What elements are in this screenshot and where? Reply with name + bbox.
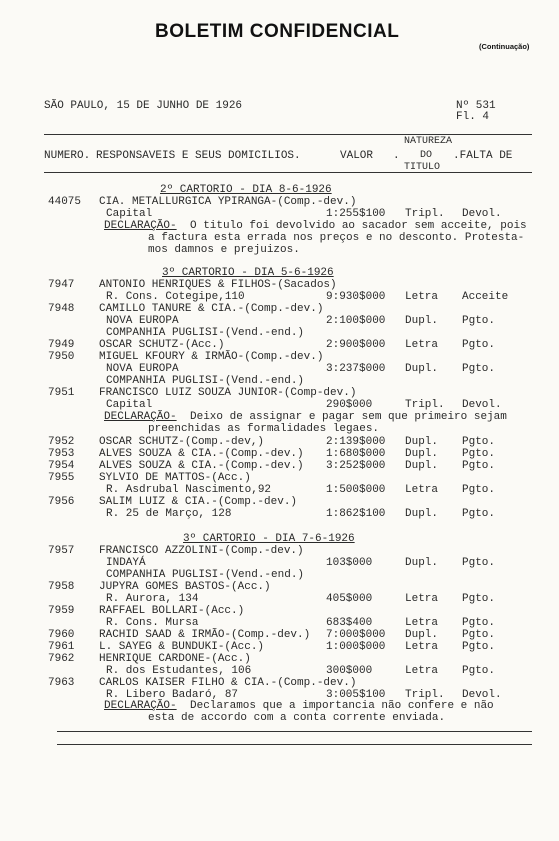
entry-reason: Devol. [462, 399, 502, 411]
entry-kind: Dupl. [405, 557, 439, 569]
entry-kind: Dupl. [405, 436, 439, 448]
entry-name: INDAYÁ [106, 557, 146, 569]
entry-kind: Tripl. [405, 208, 445, 220]
entry-value: 7:000$000 [326, 629, 386, 641]
section-heading: 3º CARTORIO - DIA 7-6-1926 [183, 533, 355, 545]
entry-value: 2:900$000 [326, 339, 386, 351]
entry-name: ALVES SOUZA & CIA.-(Comp.-dev.) [99, 460, 304, 472]
entry-number: 7954 [48, 460, 75, 472]
entry-number: 7955 [48, 472, 75, 484]
entry-number: 7950 [48, 351, 75, 363]
col-valor: VALOR [340, 150, 374, 162]
entry-reason: Pgto. [462, 484, 496, 496]
entry-kind: Letra [405, 291, 439, 303]
entry-value: 9:930$000 [326, 291, 386, 303]
entry-kind: Letra [405, 665, 439, 677]
header-rule-top [44, 134, 532, 135]
entry-kind: Dupl. [405, 448, 439, 460]
entry-name: HENRIQUE CARDONE-(Acc.) [99, 653, 251, 665]
entry-kind: Dupl. [405, 508, 439, 520]
continuation-label: (Continuação) [479, 42, 530, 51]
entry-value: 3:252$000 [326, 460, 386, 472]
entry-number: 7959 [48, 605, 75, 617]
entry-kind: Dupl. [405, 629, 439, 641]
entry-name: R. Libero Badaró, 87 [106, 689, 239, 701]
declaration-line: preenchidas as formalidades legaes. [148, 423, 380, 435]
header-rule-bottom [44, 172, 532, 173]
entry-number: 7952 [48, 436, 75, 448]
entry-number: 7960 [48, 629, 75, 641]
entry-value: 300$000 [326, 665, 373, 677]
entry-kind: Letra [405, 593, 439, 605]
entry-number: 7948 [48, 303, 75, 315]
entry-reason: Pgto. [462, 436, 496, 448]
entry-number: 7957 [48, 545, 75, 557]
entry-kind: Tripl. [405, 689, 445, 701]
entry-name: CIA. METALLURGICA YPIRANGA-(Comp.-dev.) [99, 196, 357, 208]
entry-number: 7956 [48, 496, 75, 508]
entry-value: 290$000 [326, 399, 373, 411]
entry-value: 2:100$000 [326, 315, 386, 327]
entry-name: ALVES SOUZA & CIA.-(Comp.-dev.) [99, 448, 304, 460]
entry-value: 3:005$100 [326, 689, 386, 701]
entry-number: 7962 [48, 653, 75, 665]
entry-kind: Letra [405, 339, 439, 351]
col-natureza-2: DO [420, 150, 433, 161]
entry-name: OSCAR SCHUTZ-(Comp.-dev,) [99, 436, 265, 448]
entry-reason: Devol. [462, 208, 502, 220]
entry-reason: Pgto. [462, 363, 496, 375]
section-heading: 3º CARTORIO - DIA 5-6-1926 [162, 267, 334, 279]
entry-number: 7963 [48, 677, 75, 689]
entry-number: 7958 [48, 581, 75, 593]
entry-number: 7961 [48, 641, 75, 653]
entry-name: FRANCISCO AZZOLINI-(Comp.-dev.) [99, 545, 304, 557]
entry-name: COMPANHIA PUGLISI-(Vend.-end.) [106, 569, 305, 581]
entry-kind: Dupl. [405, 460, 439, 472]
entry-name: FRANCISCO LUIZ SOUZA JUNIOR-(Comp-dev.) [99, 387, 357, 399]
entry-number: 7947 [48, 279, 75, 291]
entry-name: NOVA EUROPA [106, 363, 179, 375]
entry-reason: Devol. [462, 689, 502, 701]
entry-value: 1:000$000 [326, 641, 386, 653]
declaration-line: mos damnos e prejuizos. [148, 244, 300, 256]
entry-reason: Pgto. [462, 460, 496, 472]
entry-name: R. dos Estudantes, 106 [106, 665, 252, 677]
entry-kind: Tripl. [405, 399, 445, 411]
entry-name: L. SAYEG & BUNDUKI-(Acc.) [99, 641, 265, 653]
page-title: BOLETIM CONFIDENCIAL [155, 21, 400, 42]
entry-name: R. 25 de Março, 128 [106, 508, 232, 520]
entry-name: COMPANHIA PUGLISI-(Vend.-end.) [106, 327, 305, 339]
entry-kind: Letra [405, 641, 439, 653]
entry-name: R. Asdrubal Nascimento,92 [106, 484, 272, 496]
col-natureza-dot: . [393, 150, 400, 162]
entry-name: Capital [106, 208, 153, 220]
entry-name: Capital [106, 399, 153, 411]
entry-reason: Pgto. [462, 617, 496, 629]
declaration-line: O titulo foi devolvido ao sacador sem acceite, pois [190, 220, 527, 232]
entry-name: NOVA EUROPA [106, 315, 179, 327]
col-responsaveis: RESPONSAVEIS E SEUS DOMICILIOS. [96, 150, 301, 162]
declaration-label: DECLARAÇÃO- [104, 411, 177, 423]
entry-name: JUPYRA GOMES BASTOS-(Acc.) [99, 581, 271, 593]
col-natureza-1: NATUREZA [404, 136, 453, 147]
entry-number: 7953 [48, 448, 75, 460]
entry-reason: Pgto. [462, 315, 496, 327]
entry-number: 7951 [48, 387, 75, 399]
entry-reason: Pgto. [462, 508, 496, 520]
entry-reason: Acceite [462, 291, 509, 303]
place-date: SÃO PAULO, 15 DE JUNHO DE 1926 [44, 100, 243, 112]
entry-value: 405$000 [326, 593, 373, 605]
entry-kind: Dupl. [405, 363, 439, 375]
entry-reason: Pgto. [462, 665, 496, 677]
declaration-line: esta de accordo com a conta corrente enviada. [148, 712, 446, 724]
declaration-label: DECLARAÇÃO- [104, 700, 177, 712]
footer-rule-bottom [57, 744, 532, 745]
entry-name: OSCAR SCHUTZ-(Acc.) [99, 339, 225, 351]
entry-value: 1:500$000 [326, 484, 386, 496]
section-heading: 2º CARTORIO - DIA 8-6-1926 [160, 184, 332, 196]
col-falta: .FALTA DE [453, 150, 513, 162]
entry-name: R. Aurora, 134 [106, 593, 199, 605]
entry-name: SALIM LUIZ & CIA.-(Comp.-dev.) [99, 496, 298, 508]
declaration-label: DECLARAÇÃO- [104, 220, 177, 232]
entry-reason: Pgto. [462, 557, 496, 569]
entry-name: R. Cons. Cotegipe,110 [106, 291, 245, 303]
entry-name: R. Cons. Mursa [106, 617, 199, 629]
footer-rule-top [57, 731, 532, 732]
entry-name: MIGUEL KFOURY & IRMÃO-(Comp.-dev.) [99, 351, 324, 363]
declaration-line: a factura esta errada nos preços e no desconto. Protesta- [148, 232, 525, 244]
entry-reason: Pgto. [462, 641, 496, 653]
entry-reason: Pgto. [462, 339, 496, 351]
col-natureza-3: TITULO [404, 162, 441, 173]
entry-kind: Letra [405, 617, 439, 629]
entry-reason: Pgto. [462, 629, 496, 641]
entry-kind: Dupl. [405, 315, 439, 327]
entry-value: 103$000 [326, 557, 373, 569]
entry-number: 44075 [48, 196, 82, 208]
entry-value: 3:237$000 [326, 363, 386, 375]
col-numero: NUMERO. [44, 150, 91, 162]
entry-reason: Pgto. [462, 593, 496, 605]
entry-name: SYLVIO DE MATTOS-(Acc.) [99, 472, 251, 484]
entry-name: RAFFAEL BOLLARI-(Acc.) [99, 605, 245, 617]
bulletin-number: Nº 531 [456, 100, 496, 112]
entry-value: 1:255$100 [326, 208, 386, 220]
entry-value: 1:680$000 [326, 448, 386, 460]
entry-name: CARLOS KAISER FILHO & CIA.-(Comp.-dev.) [99, 677, 357, 689]
entry-value: 683$400 [326, 617, 373, 629]
entry-value: 2:139$000 [326, 436, 386, 448]
entry-kind: Letra [405, 484, 439, 496]
entry-name: COMPANHIA PUGLISI-(Vend.-end.) [106, 375, 305, 387]
entry-name: ANTONIO HENRIQUES & FILHOS-(Sacados) [99, 279, 337, 291]
entry-name: RACHID SAAD & IRMÃO-(Comp.-dev.) [99, 629, 311, 641]
entry-reason: Pgto. [462, 448, 496, 460]
entry-name: CAMILLO TANURE & CIA.-(Comp.-dev.) [99, 303, 324, 315]
entry-value: 1:862$100 [326, 508, 386, 520]
entry-number: 7949 [48, 339, 75, 351]
declaration-line: Deixo de assignar e pagar sem que primeiro sejam [190, 411, 507, 423]
sheet-number: Fl. 4 [456, 111, 490, 123]
declaration-line: Declaramos que a importancia não confere e não [190, 700, 494, 712]
